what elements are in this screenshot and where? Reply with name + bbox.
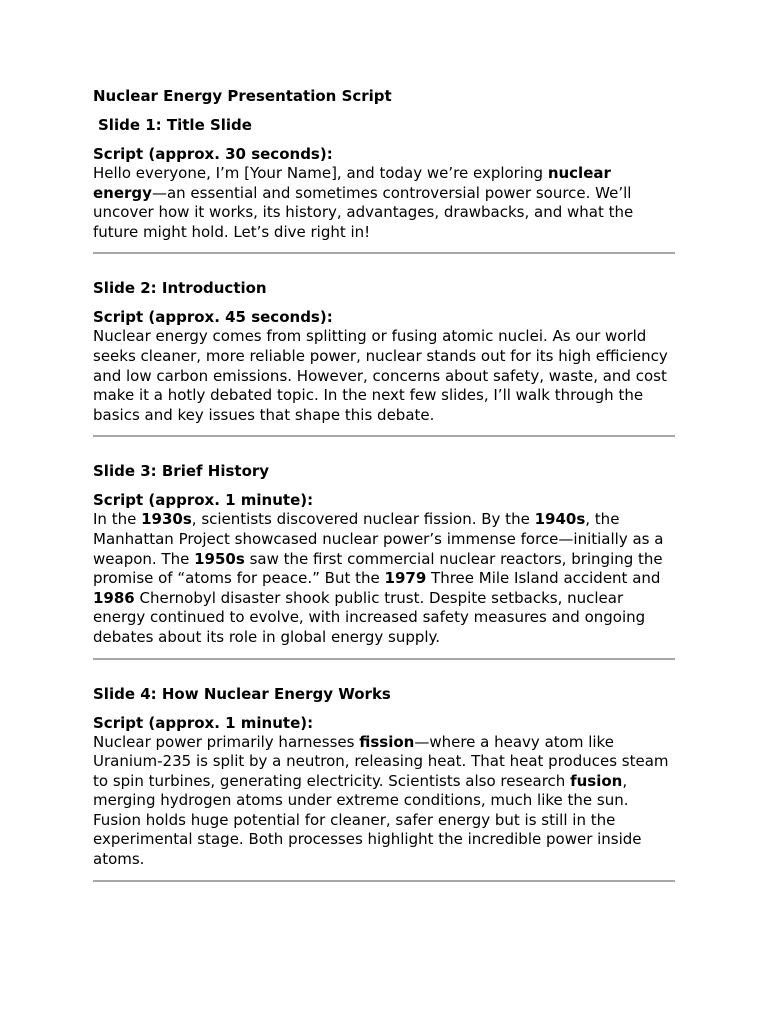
script-label: Script (approx. 30 seconds): [93, 145, 333, 163]
section-divider [93, 658, 675, 660]
script-paragraph [93, 733, 675, 870]
body-text: saw the first commercial nuclear reactors, bringing the promise of “atoms for peace.” But the [93, 549, 663, 588]
slide-heading: Slide 3: Brief History [93, 462, 270, 481]
body-text: , merging hydrogen atoms under extreme conditions, much like the sun. Fusion holds huge potential for cleaner, safer energy but is still in the experimental stage. Both processes highlight the incredible power inside atoms. [93, 771, 642, 869]
slide-heading: Slide 1: Title Slide [98, 116, 252, 134]
body-text: Chernobyl disaster shook public trust. Despite setbacks, nuclear energy continued to evolve, with increased safety measures and ongoing debates about its role in global energy supply. [93, 588, 646, 646]
script-label: Script (approx. 1 minute): [93, 491, 314, 510]
document-title: Nuclear Energy Presentation Script [93, 87, 392, 105]
emphasized-text: fission [359, 732, 415, 751]
script-paragraph [93, 164, 675, 242]
document-body [93, 86, 675, 906]
script-label: Script (approx. 1 minute): [93, 713, 314, 732]
emphasized-text: 1986 [93, 588, 135, 607]
emphasized-text: fusion [570, 771, 623, 790]
body-text: Nuclear energy comes from splitting or fusing atomic nuclei. As our world seeks cleaner, more reliable power, nuclear stands out for its high efficiency and low carbon emissions. However, concerns about safety, waste, and cost make it a hotly debated topic. In the next few slides, I’ll walk through the basics and key issues that shape this debate. [93, 327, 668, 424]
slide-section [93, 461, 675, 659]
slide-heading: Slide 2: Introduction [93, 279, 267, 298]
script-paragraph [93, 327, 675, 425]
body-text: , scientists discovered nuclear fission. By the [191, 510, 535, 529]
section-divider [93, 880, 675, 882]
slide-heading: Slide 4: How Nuclear Energy Works [93, 684, 391, 703]
section-divider [93, 252, 675, 254]
body-text: In the [93, 510, 142, 529]
emphasized-text: 1930s [141, 510, 192, 529]
section-divider [93, 435, 675, 437]
emphasized-text: 1940s [534, 510, 586, 529]
emphasized-text: 1979 [384, 569, 427, 588]
body-text: Three Mile Island accident and [426, 569, 661, 588]
slide-section [93, 684, 675, 882]
body-text: —where a heavy atom like Uranium-235 is split by a neutron, releasing heat. That heat produces steam to spin turbines, generating electricity. Scientists also research [93, 732, 669, 790]
body-text: —an essential and sometimes controversial power source. We’ll uncover how it works, its history, advantages, drawbacks, and what the future might hold. Let’s dive right in! [93, 183, 634, 241]
body-text: Nuclear power primarily harnesses [93, 732, 360, 751]
slide-section [93, 115, 675, 254]
body-text: , the Manhattan Project showcased nuclear power’s immense force—initially as a weapon. The [93, 510, 664, 568]
slide-section [93, 278, 675, 437]
body-text: Hello everyone, I’m [Your Name], and today we’re exploring [93, 164, 548, 182]
emphasized-text: nuclear energy [93, 164, 611, 202]
emphasized-text: 1950s [194, 549, 245, 568]
script-paragraph [93, 510, 675, 647]
script-label: Script (approx. 45 seconds): [93, 308, 333, 327]
